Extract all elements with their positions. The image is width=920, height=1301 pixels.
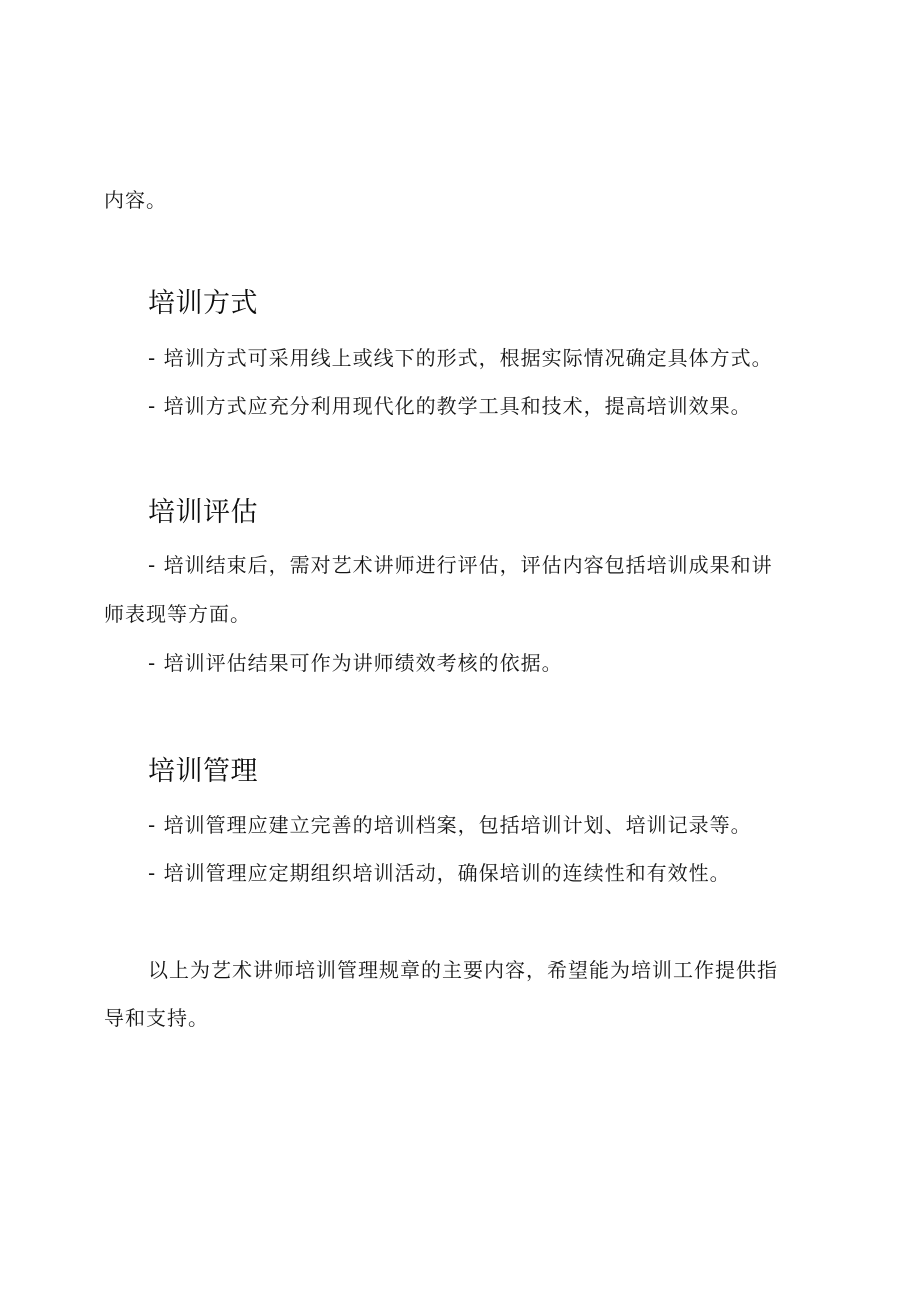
- section-line: - 培训结束后，需对艺术讲师进行评估，评估内容包括培训成果和讲: [148, 553, 773, 577]
- section-line: - 培训管理应建立完善的培训档案，包括培训计划、培训记录等。: [148, 813, 752, 837]
- section-line: - 培训方式应充分利用现代化的教学工具和技术，提高培训效果。: [148, 394, 752, 418]
- section-heading-training-management: 培训管理: [148, 756, 258, 787]
- section-line: 师表现等方面。: [104, 602, 251, 626]
- section-heading-training-evaluation: 培训评估: [148, 497, 258, 528]
- conclusion-line: 以上为艺术讲师培训管理规章的主要内容，希望能为培训工作提供指: [148, 958, 778, 982]
- section-line: - 培训评估结果可作为讲师绩效考核的依据。: [148, 651, 563, 675]
- section-line: - 培训方式可采用线上或线下的形式，根据实际情况确定具体方式。: [148, 346, 773, 370]
- conclusion-line: 导和支持。: [104, 1006, 209, 1030]
- section-heading-training-method: 培训方式: [148, 288, 258, 319]
- intro-tail-text: 内容。: [104, 188, 167, 212]
- section-line: - 培训管理应定期组织培训活动，确保培训的连续性和有效性。: [148, 861, 731, 885]
